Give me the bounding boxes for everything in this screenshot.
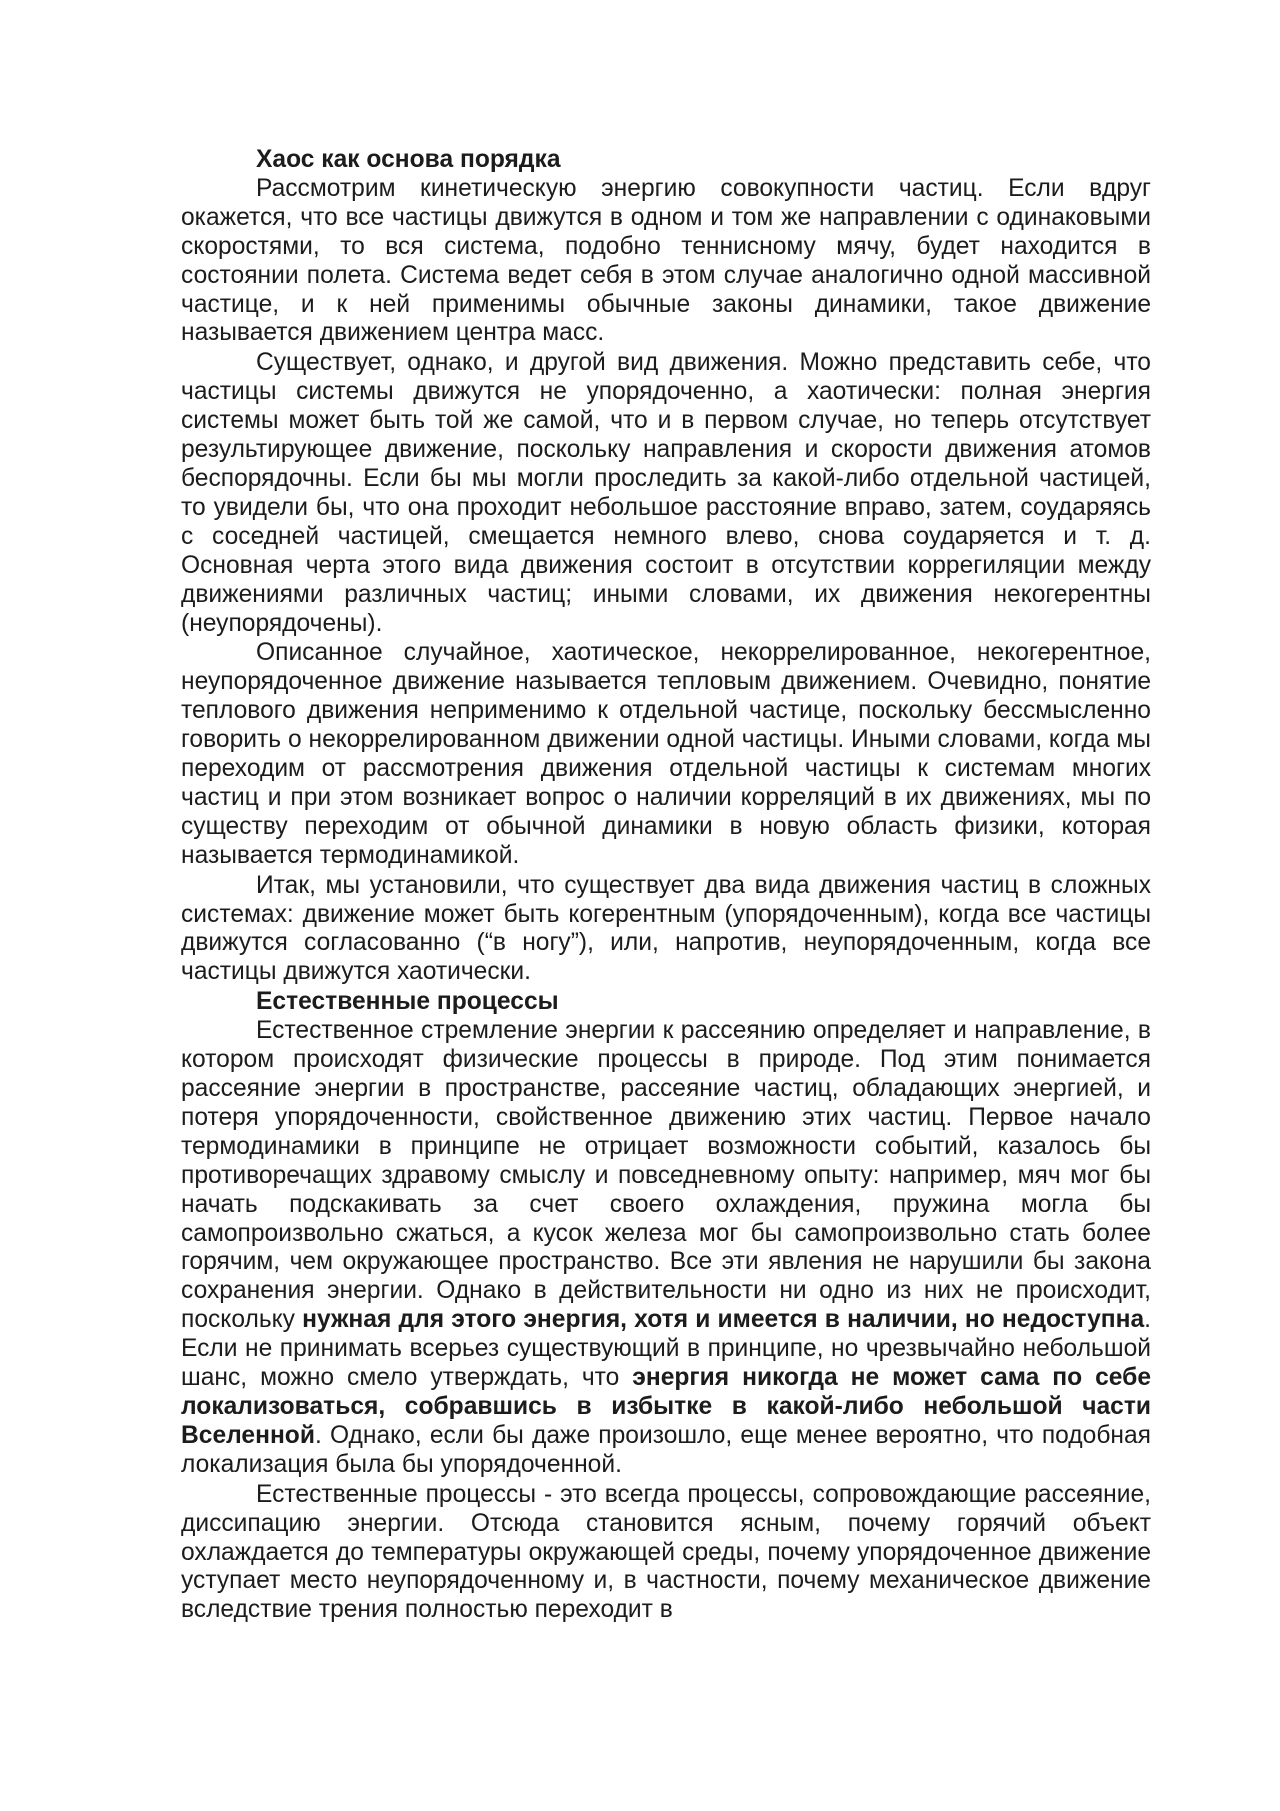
paragraph-chaotic-motion: Существует, однако, и другой вид движения. Можно представить себе, что частицы системы движутся не упорядоченно, а хаотически: полная энергия системы может быть той же самой, что и в первом случае, но теперь отсутствует результирующее движение, поскольку направления и скорости движения атомов беспорядочны. Если бы мы могли проследить за какой-либо отдельной частицей, то увидели бы, что она проходит небольшое расстояние вправо, затем, соударяясь с соседней частицей, смещается немного влево, снова соударяется и т. д. Основная черта этого вида движения состоит в отсутствии коррегиляции между движениями различных частиц; иными словами, их движения некогерентны (неупорядочены). bbox=[181, 349, 1151, 637]
text-run: . Если не принимать всерьез существующий в принципе, но чрезвычайно небольшой шанс, можно смело утверждать, что bbox=[181, 1306, 1152, 1392]
text-run: . Однако, если бы даже произошло, еще менее вероятно, что подобная локализация была бы упорядоченной. bbox=[181, 1421, 1151, 1478]
bold-text-run: энергия никогда не может сама по себе локализоваться, собравшись в избытке в какой-либо небольшой части Вселенной bbox=[181, 1364, 1152, 1449]
paragraph-energy-dissipation bbox=[181, 1017, 1151, 1480]
section-heading-natural-processes: Естественные процессы bbox=[256, 988, 559, 1016]
paragraph-thermal-motion: Описанное случайное, хаотическое, некоррелированное, некогерентное, неупорядоченное движение называется тепловым движением. Очевидно, понятие теплового движения неприменимо к отдельной частице, поскольку бессмысленно говорить о некоррелированном движении одной частицы. Иными словами, когда мы переходим от рассмотрения движения отдельной частицы к системам многих частиц и при этом возникает вопрос о наличии корреляций в их движениях, мы по существу переходим от обычной динамики в новую область физики, которая называется термодинамикой. bbox=[181, 639, 1151, 869]
section-heading-chaos: Хаос как основа порядка bbox=[256, 146, 561, 173]
paragraph-kinetic-energy: Рассмотрим кинетическую энергию совокупности частиц. Если вдруг окажется, что все частицы движутся в одном и том же направлении с одинаковыми скоростями, то вся система, подобно теннисному мячу, будет находится в состоянии полета. Система ведет себя в этом случае аналогично одной массивной частице, и к ней применимы обычные законы динамики, такое движение называется движением центра масс. bbox=[181, 174, 1151, 347]
text-run: Естественное стремление энергии к рассеянию определяет и направление, в котором происходят физические процессы в природе. Под этим понимается рассеяние энергии в пространстве, рассеяние частиц, обладающих энергией, и потеря упорядоченности, свойственное движению этих частиц. Первое начало термодинамики в принципе не отрицает возможности событий, казалось бы противоречащих здравому смыслу и повседневному опыту: например, мяч мог бы начать подскакивать за счет своего охлаждения, пружина могла бы самопроизвольно сжаться, а кусок железа мог бы самопроизвольно стать более горячим, чем окружающее пространство. Все эти явления не нарушили бы закона сохранения энергии. Однако в действительности ни одно из них не происходит, поскольку bbox=[181, 1017, 1151, 1334]
document-page bbox=[181, 146, 1151, 1626]
paragraph-two-kinds: Итак, мы установили, что существует два вида движения частиц в сложных системах: движение может быть когерентным (упорядоченным), когда все частицы движутся согласованно (“в ногу”), или, напротив, неупорядоченным, когда все частицы движутся хаотически. bbox=[181, 871, 1151, 986]
paragraph-natural-processes: Естественные процессы - это всегда процессы, сопровождающие рассеяние, диссипацию энергии. Отсюда становится ясным, почему горячий объект охлаждается до температуры окружающей среды, почему упорядоченное движение уступает место неупорядоченному и, в частности, почему механическое движение вследствие трения полностью переходит в bbox=[181, 1480, 1151, 1624]
bold-text-run: нужная для этого энергия, хотя и имеется в наличии, но недоступна bbox=[302, 1306, 1145, 1334]
